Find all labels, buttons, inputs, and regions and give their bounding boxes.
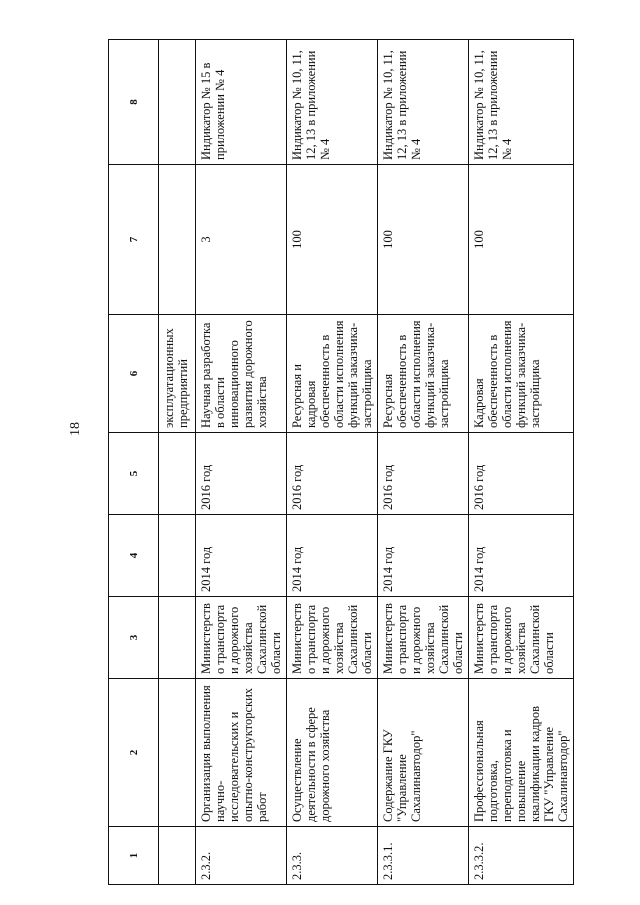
header-cell: 7: [109, 165, 159, 315]
table-header-row: [109, 40, 159, 885]
page-number: 18: [68, 422, 83, 436]
table-row: [287, 40, 378, 885]
end-year-cell: 2016 год: [378, 433, 469, 515]
header-cell: 5: [109, 433, 159, 515]
row-number-cell: 2.3.3.: [287, 827, 378, 885]
row-number-cell: 2.3.3.1.: [378, 827, 469, 885]
indicator-cell: Индикатор № 10, 11, 12, 13 в приложении № 4: [469, 40, 574, 165]
header-cell: 2: [109, 679, 159, 827]
value-cell: [159, 165, 196, 315]
activity-name-cell: Профессиональная подготовка, переподготовка и повышение квалификации кадров ГКУ "Управление Сахалинавтодор": [469, 679, 574, 827]
activity-name-cell: Содержание ГКУ "Управление Сахалинавтодор": [378, 679, 469, 827]
result-cell: эксплуатационных предприятий: [159, 315, 196, 433]
indicator-cell: Индикатор № 15 в приложении № 4: [196, 40, 287, 165]
table-row: [378, 40, 469, 885]
header-cell: 8: [109, 40, 159, 165]
table-row: [159, 40, 196, 885]
start-year-cell: 2014 год: [287, 515, 378, 597]
activity-name-cell: Организация выполнения научно-исследовательских и опытно-конструкторских работ: [196, 679, 287, 827]
program-activities-table: [108, 39, 574, 885]
start-year-cell: 2014 год: [378, 515, 469, 597]
responsible-cell: [159, 597, 196, 679]
table-row: [469, 40, 574, 885]
result-cell: Ресурсная и кадровая обеспеченность в области исполнения функций заказчика-застройщика: [287, 315, 378, 433]
end-year-cell: [159, 433, 196, 515]
header-cell: 6: [109, 315, 159, 433]
start-year-cell: 2014 год: [469, 515, 574, 597]
responsible-cell: Министерство транспорта и дорожного хозяйства Сахалинской области: [378, 597, 469, 679]
header-cell: 4: [109, 515, 159, 597]
result-cell: Научная разработка в области инновационного развития дорожного хозяйства: [196, 315, 287, 433]
header-cell: 3: [109, 597, 159, 679]
indicator-cell: Индикатор № 10, 11, 12, 13 в приложении № 4: [287, 40, 378, 165]
row-number-cell: 2.3.3.2.: [469, 827, 574, 885]
end-year-cell: 2016 год: [287, 433, 378, 515]
activity-name-cell: Осуществление деятельности в сфере дорожного хозяйства: [287, 679, 378, 827]
start-year-cell: [159, 515, 196, 597]
result-cell: Кадровая обеспеченность в области исполнения функций заказчика-застройщика: [469, 315, 574, 433]
start-year-cell: 2014 год: [196, 515, 287, 597]
value-cell: 100: [378, 165, 469, 315]
end-year-cell: 2016 год: [469, 433, 574, 515]
end-year-cell: 2016 год: [196, 433, 287, 515]
value-cell: 100: [287, 165, 378, 315]
value-cell: 100: [469, 165, 574, 315]
activity-name-cell: [159, 679, 196, 827]
row-number-cell: [159, 827, 196, 885]
result-cell: Ресурсная обеспеченность в области исполнения функций заказчика-застройщика: [378, 315, 469, 433]
indicator-cell: [159, 40, 196, 165]
header-cell: 1: [109, 827, 159, 885]
row-number-cell: 2.3.2.: [196, 827, 287, 885]
rotated-table-container: [108, 40, 570, 885]
value-cell: 3: [196, 165, 287, 315]
responsible-cell: Министерство транспорта и дорожного хозяйства Сахалинской области: [196, 597, 287, 679]
table-row: [196, 40, 287, 885]
indicator-cell: Индикатор № 10, 11, 12, 13 в приложении № 4: [378, 40, 469, 165]
responsible-cell: Министерство транспорта и дорожного хозяйства Сахалинской области: [287, 597, 378, 679]
responsible-cell: Министерство транспорта и дорожного хозяйства Сахалинской области: [469, 597, 574, 679]
